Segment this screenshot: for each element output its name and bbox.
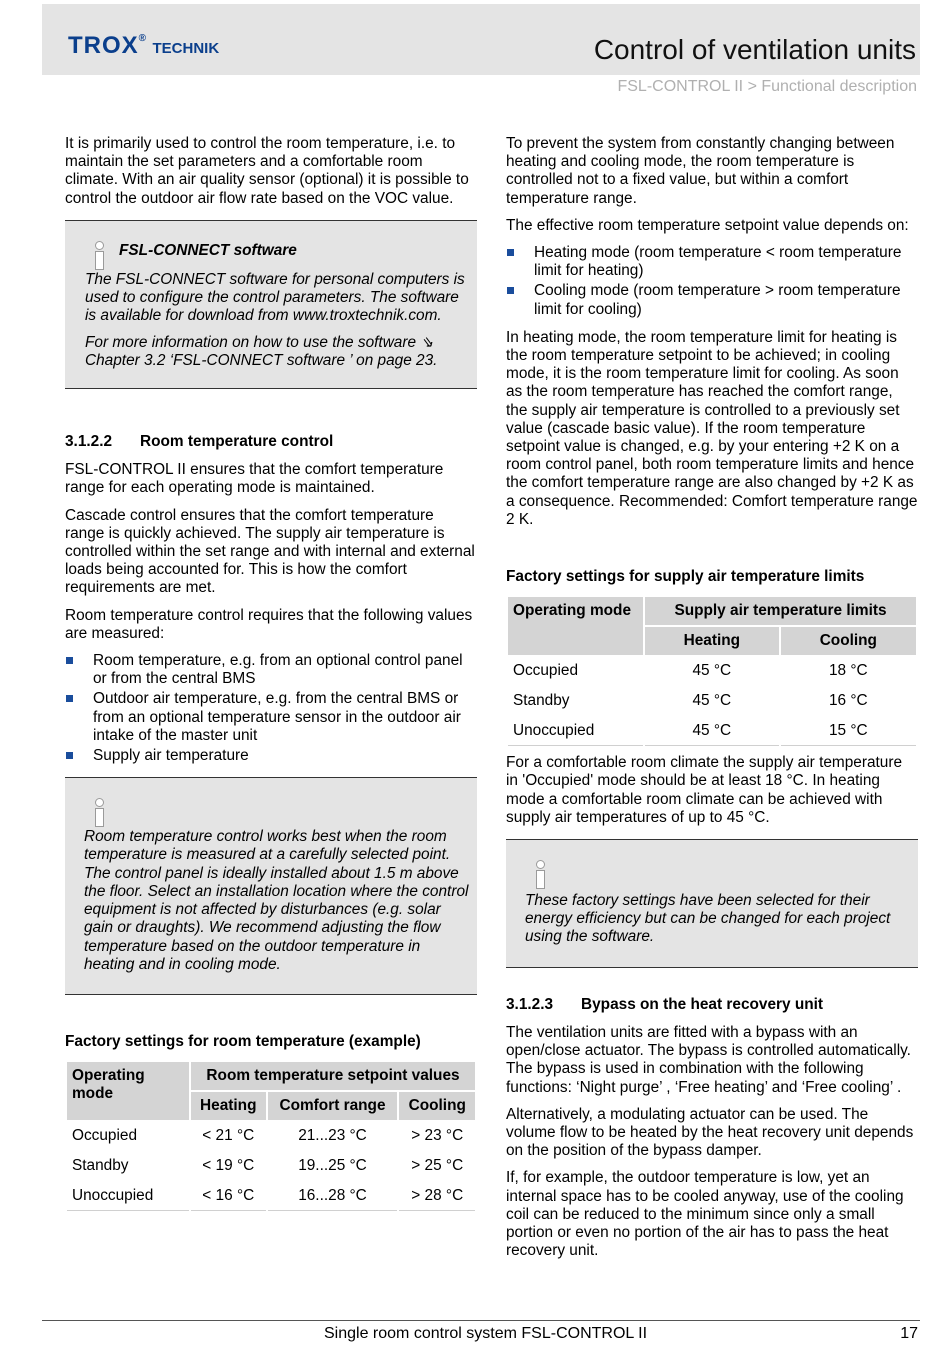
section-title: Room temperature control (140, 433, 334, 451)
column-group-header: Supply air temperature limits (644, 596, 917, 626)
note-paragraph: For more information on how to use the software ⇘ Chapter 3.2 ‘FSL-CONNECT software ’ on page 23. (85, 333, 438, 369)
note-paragraph: The FSL-CONNECT software for personal computers is used to configure the control parameters. The software is available for download from www.troxtechnik.com. (85, 271, 465, 325)
trox-logo (68, 32, 219, 60)
intro-paragraph: It is primarily used to control the room temperature, i.e. to maintain the set parameters and a comfortable room climate. With an air quality sensor (optional) it is possible to control the outdoor air flow rate based on the VOC value. (65, 135, 469, 207)
info-icon (530, 860, 552, 888)
column-header: Heating (190, 1091, 267, 1121)
setpoint-depends-list (506, 244, 918, 319)
body-paragraph: The effective room temperature setpoint value depends on: (506, 216, 909, 234)
left-column (65, 135, 477, 1211)
body-paragraph: The ventilation units are fitted with a bypass with an open/close actuator. The bypass is controlled automatically. The bypass is used in combination with the following functions: ‘Night purge’ , ‘Free heating’ and ‘Free cooling’ . (506, 1023, 911, 1096)
section-number: 3.1.2.2 (65, 433, 113, 451)
body-paragraph: In heating mode, the room temperature limit for heating is the room temperature setpoint to be achieved; in cooling mode, it is the room temperature limit for cooling. As soon as the room temperature has reached the comfort range, the supply air temperature is controlled to a previously set value (cascade basic value). If the room temperature setpoint value is changed, e.g. by your entering +2 K on a room control panel, both room temperature limits and hence the comfort temperature range are also changed by +2 K as a consequence. Recommended: Comfort temperature range 2 K. (506, 328, 918, 528)
bullet-square-icon (66, 752, 73, 759)
list-item: Supply air temperature (65, 747, 477, 765)
section-number: 3.1.2.3 (506, 995, 554, 1013)
bullet-square-icon (66, 695, 73, 702)
footer-divider (42, 1320, 920, 1321)
note-factory-settings (506, 839, 918, 968)
bullet-square-icon (507, 287, 514, 294)
bullet-square-icon (66, 657, 73, 664)
table-row: Standby < 19 °C 19...25 °C > 25 °C (66, 1151, 476, 1181)
column-header: Operating mode (66, 1061, 190, 1121)
table-row: Unoccupied 45 °C 15 °C (507, 716, 917, 746)
table-row: Standby 45 °C 16 °C (507, 686, 917, 716)
table-row: Unoccupied < 16 °C 16...28 °C > 28 °C (66, 1181, 476, 1211)
header-title: Control of ventilation units (593, 34, 916, 65)
section-title: Bypass on the heat recovery unit (581, 995, 824, 1013)
measured-values-list (65, 652, 477, 765)
column-group-header: Room temperature setpoint values (190, 1061, 476, 1091)
body-paragraph: To prevent the system from constantly changing between heating and cooling mode, the room temperature is controlled not to a fixed value, but within a comfort temperature range. (506, 135, 895, 207)
list-item: Cooling mode (room temperature > room temperature limit for cooling) (506, 282, 918, 318)
page-number: 17 (900, 1325, 918, 1342)
note-title: FSL-CONNECT software (119, 241, 297, 259)
column-header: Operating mode (507, 596, 644, 656)
table-row: Occupied 45 °C 18 °C (507, 656, 917, 686)
logo-technik-text: TECHNIK (152, 40, 220, 57)
supply-air-temperature-table (506, 595, 918, 746)
logo-trox-text: TROX (68, 32, 139, 59)
room-temperature-table (65, 1060, 477, 1211)
info-icon (89, 241, 111, 269)
body-paragraph: If, for example, the outdoor temperature is low, yet an internal space has to be cooled anyway, use of the cooling coil can be reduced to the minimum since only a small portion or even no portion of the air has to pass the heat recovery unit. (506, 1169, 904, 1260)
footer-text: Single room control system FSL-CONTROL II (324, 1325, 648, 1342)
body-paragraph: Room temperature control requires that the following values are measured: (65, 606, 473, 642)
list-item: Outdoor air temperature, e.g. from the central BMS or from an optional temperature sensor in the outdoor air intake of the master unit (65, 690, 477, 745)
note-paragraph: These factory settings have been selected for their energy efficiency but can be changed for each project using the software. (525, 892, 891, 946)
section-heading (65, 433, 477, 451)
logo-registered-mark: ® (138, 33, 147, 44)
body-paragraph: For a comfortable room climate the supply air temperature in 'Occupied' mode should be at least 18 °C. In heating mode a comfortable room climate can be achieved with supply air temperatures of up to 45 °C. (506, 754, 903, 826)
note-room-temperature (65, 777, 477, 995)
column-header: Heating (644, 626, 780, 656)
note-fsl-connect (65, 220, 477, 389)
column-header: Cooling (780, 626, 917, 656)
list-item: Room temperature, e.g. from an optional control panel or from the central BMS (65, 652, 477, 688)
table-title: Factory settings for supply air temperature limits (506, 568, 865, 586)
table-title: Factory settings for room temperature (example) (65, 1032, 421, 1050)
body-paragraph: FSL-CONTROL II ensures that the comfort temperature range for each operating mode is maintained. (65, 461, 444, 497)
page-header (42, 4, 920, 75)
info-icon (89, 798, 111, 826)
body-paragraph: Cascade control ensures that the comfort temperature range is quickly achieved. The supply air temperature is controlled within the set range and with internal and external loads being accounted for. This is how the comfort requirements are met. (65, 506, 475, 597)
right-column (506, 135, 918, 1269)
note-paragraph: Room temperature control works best when the room temperature is measured at a carefully selected point. The control panel is ideally installed about 1.5 m above the floor. Select an installation location where the control equipment is not affected by disturbances (e.g. solar gain or draughts). We recommend adjusting the flow temperature based on the outdoor temperature in heating and in cooling mode. (84, 828, 469, 973)
column-header: Cooling (398, 1091, 476, 1121)
body-paragraph: Alternatively, a modulating actuator can be used. The volume flow to be heated by the heat recovery unit depends on the position of the bypass damper. (506, 1105, 914, 1160)
column-header: Comfort range (267, 1091, 399, 1121)
section-heading (506, 996, 918, 1014)
list-item: Heating mode (room temperature < room temperature limit for heating) (506, 244, 918, 280)
table-row: Occupied < 21 °C 21...23 °C > 23 °C (66, 1121, 476, 1151)
breadcrumb: FSL-CONTROL II > Functional description (617, 78, 917, 95)
bullet-square-icon (507, 249, 514, 256)
